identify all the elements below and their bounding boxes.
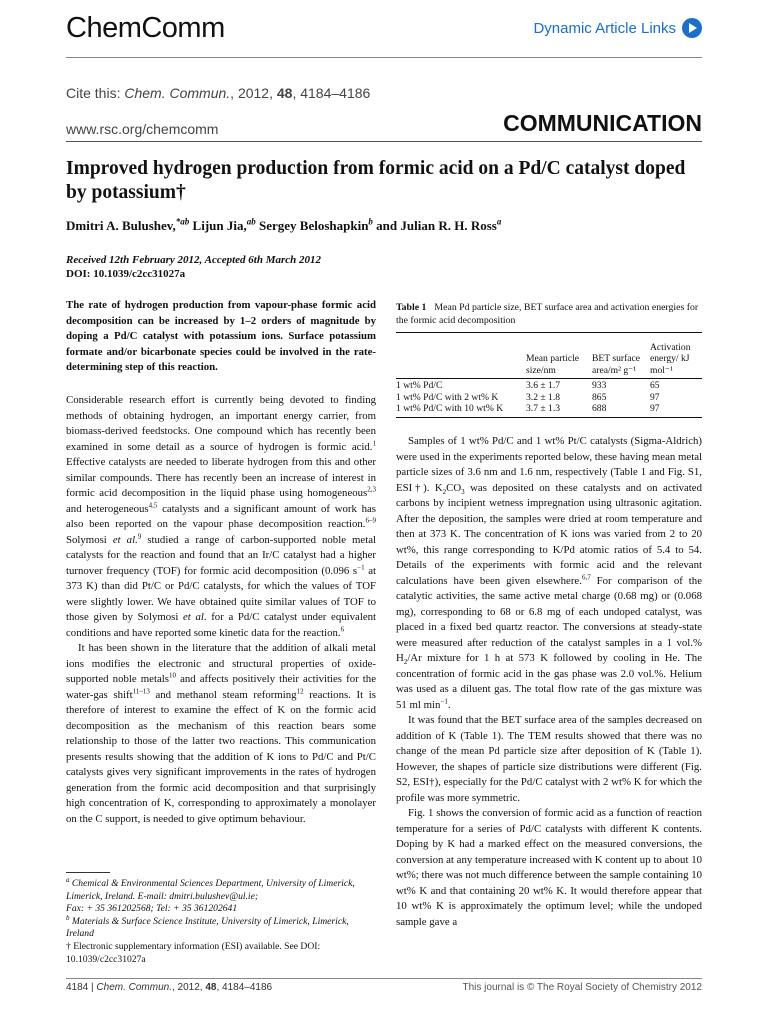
- author-name: and Julian R. H. Ross: [376, 218, 497, 233]
- author-name: Sergey Beloshapkin: [258, 218, 369, 233]
- affiliation-b: Materials & Surface Science Institute, University of Limerick, Limerick, Ireland: [66, 915, 349, 940]
- author-name: Lijun Jia,: [192, 218, 247, 233]
- dynamic-article-links-label[interactable]: Dynamic Article Links: [533, 19, 676, 37]
- footer-rights: This journal is © The Royal Society of Chemistry 2012: [462, 982, 702, 993]
- table-top-rule: [396, 332, 702, 333]
- header-rule: [66, 57, 702, 58]
- author-list: [66, 218, 706, 234]
- table-row: 1 wt% Pd/C 3.6 ± 1.7 933 65: [396, 380, 660, 391]
- affiliation-a: Chemical & Environmental Sciences Department, University of Limerick, Limerick, Ireland. E-mail: dmitri.bulushev@ul.ie;: [66, 878, 355, 902]
- table-header-cell: [396, 336, 526, 376]
- body-text-right: Samples of 1 wt% Pd/C and 1 wt% Pt/C catalysts (Sigma-Aldrich) were used in the experiments reported below, these having mean metal particle sizes of 3.6 nm and 1.6 nm, respectively (Table 1 and Fig. S1, ESI†). $K_2CO_3$ was deposited on these catalysts and on activated carbons by incipient wetness impregnation using ultrasonic agitation. After the deposition, the samples were dried at room temperature and then at 373 K. The concentration of K ions was varied from 2 to 20 wt%, this range corresponding to K/Pd atomic ratios of 5.4 to 54. Details of the experiments with formic acid and the relevant calculations have been given elsewhere.$^{6,7}$ For comparison of the catalytic activities, the same active metal charge (0.68 mg) or (0.068 mg), corresponding to 68 or 6.8 mg of each undoped catalyst, was placed in a fixed bed quartz reactor. The conversions at steady-state were measured after reduction of the catalyst samples in a 1 vol.% $H_2/Ar$ mixture for 1 h at 573 K followed by cooling in He. The concentration of formic acid in the gas phase was 2.0 vol.%. Helium was used as a diluent gas. The total flow rate of the gas mixture was 51 ml $\min^{-1}$. It was found that the BET surface area of the samples decreased on addition of K (Table 1). The TEM results showed that there was no change of the mean Pd particle size after deposition of K (Table 1). However, the shapes of particle size distributions were different (Fig. S2, ESI†), especially for the Pd/C catalyst with 2 wt% K for which the profile was more symmetric. Fig. 1 shows the conversion of formic acid as a function of reaction temperature for a series of Pd/C catalysts with different K contents. Doping by K had a marked effect on the measured conversions, the conversion at any temperature increased with K content up to about 10 wt%; there was not much difference between the sample containing 10 wt% K and that containing 20 wt% K. It would therefore appear that 10 wt% K is approximately the optimum level; while the undoped sample gave a: [396, 435, 702, 928]
- journal-name: ChemComm: [66, 12, 225, 44]
- table-header-cell: BET surface area/m² g⁻¹: [592, 353, 641, 376]
- author-mark: ab: [246, 216, 256, 227]
- author-mark: *ab: [175, 216, 190, 227]
- play-arrow-icon[interactable]: [682, 18, 702, 38]
- article-doi[interactable]: DOI: 10.1039/c2cc31027a: [66, 268, 186, 280]
- affiliation-a-contact: Fax: + 35 361202568; Tel: + 35 361202641: [66, 903, 238, 915]
- footer-citation: 4184 | Chem. Commun., 2012, 48, 4184–4186: [66, 982, 273, 993]
- article-title: Improved hydrogen production from formic acid on a Pd/C catalyst doped by potassium†: [66, 158, 686, 203]
- citation-line: Cite this: Chem. Commun., 2012, 48, 4184–4186: [66, 85, 371, 101]
- footer-rule: [66, 978, 702, 979]
- dynamic-article-links[interactable]: [533, 18, 702, 38]
- title-rule: [66, 141, 702, 142]
- table-label: Table 1: [396, 302, 427, 313]
- article-type: COMMUNICATION: [503, 110, 702, 136]
- received-dates: Received 12th February 2012, Accepted 6th March 2012: [66, 254, 322, 266]
- table-bottom-rule: [396, 417, 702, 418]
- author-mark: a: [496, 216, 502, 227]
- body-text-left: Considerable research effort is currently being devoted to finding methods of obtaining hydrogen, an important energy carrier, from biomass-derived feedstocks. One compound which has recently been examined in some detail as a source of hydrogen is formic acid.$^1$ Effective catalysts are needed to liberate hydrogen from this and other similar compounds. There has recently been an increase of interest in formic acid decomposition in the liquid phase using homogeneous$^{2,3}$ and heterogeneous$^{4,5}$ catalysts and a significant amount of work has also been reported on the vapour phase decomposition reaction.$^{6-9}$ Solymosi et al.$^9$ studied a range of carbon-supported noble metal catalysts for the reaction and found that an Ir/C catalyst had a higher turnover frequency (TOF) for formic acid decomposition (0.096 $s^{-1}$ at 373 K) than did Pt/C or Pd/C catalysts, for which the values of TOF were slightly lower. We have obtained quite similar values of TOF to those given by Solymosi et al. for a Pd/C catalyst under equivalent conditions and have reported some kinetic data for the reaction.$^6$ It has been shown in the literature that the addition of alkali metal ions modifies the electronic and structural properties of oxide-supported noble metals$^{10}$ and affects positively their activities for the water-gas shift$^{11-13}$ and methanol steam reforming$^{12}$ reactions. It is therefore of interest to examine the effect of K on the formic acid decomposition as the mechanism of this reaction bears some relationship to those of the latter two reactions. This communication presents results showing that the addition of K ions to Pd/C and Pt/C catalysts gives very significant improvements in the rates of hydrogen generation from the formic acid decomposition and that surprisingly high concentration of K, corresponding to approximately a monolayer on the C support, is needed to give optimum behaviour.: [66, 394, 377, 825]
- table-header-cell: Activation energy/ kJ mol⁻¹: [650, 341, 691, 376]
- table-header-cell: Mean particle size/nm: [526, 353, 580, 376]
- affiliations: $^a$ Chemical & Environmental Sciences Department, University of Limerick, Limerick, Ireland. E-mail: dmitri.bulushev@ul.ie; Fax: + 35 361202568; Tel: + 35 361202641 $^b$ Materials & Surface Science Institute, University of Limerick, Limerick, Ireland † Electronic supplementary information (ESI) available. See DOI: 10.1039/c2cc31027a: [66, 878, 366, 966]
- esi-note: † Electronic supplementary information (ESI) available. See DOI: 10.1039/c2cc31027a: [66, 940, 321, 965]
- table-row: 1 wt% Pd/C with 2 wt% K 3.2 ± 1.8 865 97: [396, 391, 660, 403]
- table-mid-rule: [396, 378, 702, 379]
- table-row: 1 wt% Pd/C with 10 wt% K 3.7 ± 1.3 688 97: [396, 403, 660, 414]
- journal-url[interactable]: www.rsc.org/chemcomm: [66, 121, 219, 137]
- author-name: Dmitri A. Bulushev,: [66, 218, 176, 233]
- table-body: [396, 380, 702, 415]
- table-caption: Table 1 Mean Pd particle size, BET surface area and activation energies for the formic acid decomposition: [396, 302, 699, 326]
- table-header: [396, 336, 702, 376]
- footnote-rule: [66, 872, 110, 873]
- author-mark: b: [368, 216, 373, 227]
- abstract: The rate of hydrogen production from vapour-phase formic acid decomposition can be increased by 1–2 orders of magnitude by doping a Pd/C catalyst with potassium ions. Surface potassium formate and/or bicarbonate species could be involved in the rate-determining step of this reaction.: [66, 299, 376, 373]
